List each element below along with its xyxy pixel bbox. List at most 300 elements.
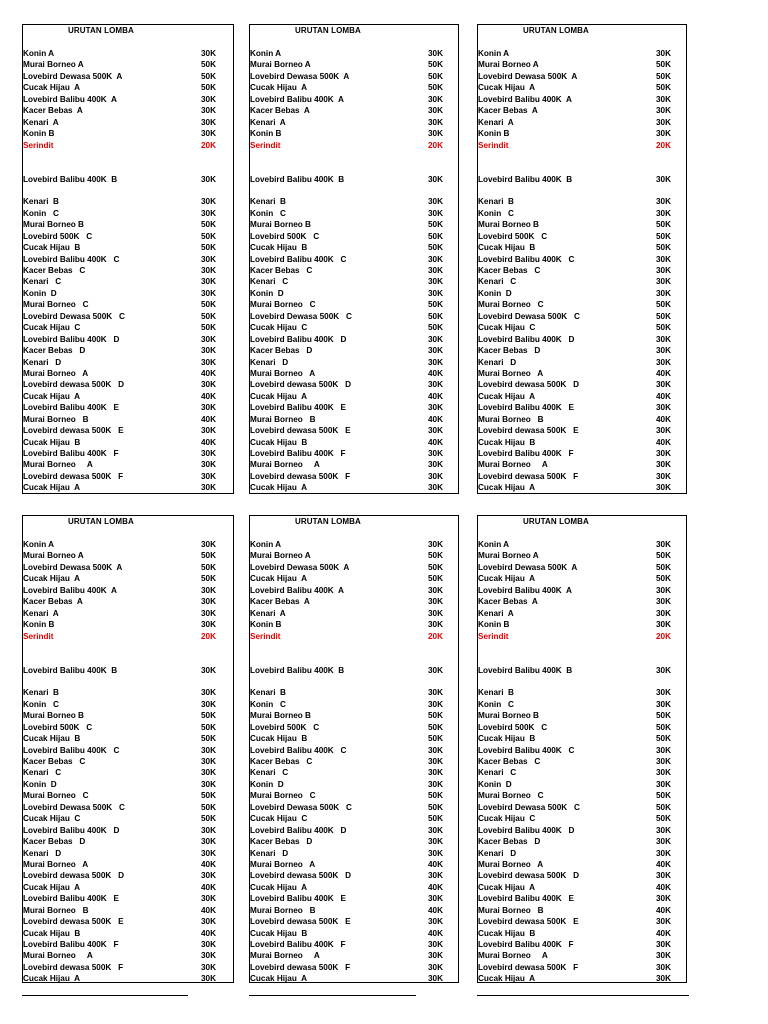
item-name: Kacer Bebas D bbox=[250, 346, 313, 356]
list-item bbox=[478, 665, 686, 676]
item-price: 30K bbox=[428, 597, 444, 607]
item-name: Kenari B bbox=[478, 197, 514, 207]
list-item bbox=[250, 231, 458, 242]
item-price: 30K bbox=[656, 540, 672, 549]
item-price: 30K bbox=[656, 585, 672, 595]
list-item bbox=[250, 48, 458, 59]
cut-line bbox=[477, 995, 689, 996]
item-name: Lovebird Dewasa 500K A bbox=[478, 562, 578, 572]
item-name: Cucak Hijau C bbox=[478, 814, 536, 824]
list-item bbox=[478, 733, 686, 744]
list-item bbox=[23, 231, 233, 242]
item-price: 50K bbox=[201, 300, 217, 310]
item-price: 30K bbox=[656, 106, 672, 116]
item-price: 40K bbox=[201, 905, 217, 915]
item-price: 40K bbox=[656, 414, 672, 424]
list-item bbox=[478, 391, 686, 402]
list-item bbox=[478, 242, 686, 253]
card-title: URUTAN LOMBA bbox=[523, 517, 589, 526]
list-item bbox=[23, 733, 233, 744]
list-item bbox=[478, 836, 686, 847]
item-name: Kacer Bebas D bbox=[23, 346, 86, 356]
item-price: 30K bbox=[201, 380, 217, 390]
list-item bbox=[23, 836, 233, 847]
list-item bbox=[478, 379, 686, 390]
item-name: Lovebird dewasa 500K F bbox=[478, 471, 579, 481]
item-name: Murai Borneo C bbox=[250, 300, 316, 310]
item-name: Konin B bbox=[250, 129, 282, 139]
item-price: 30K bbox=[656, 49, 672, 58]
list-item bbox=[250, 836, 458, 847]
item-name: Lovebird Balibu 400K D bbox=[478, 825, 575, 835]
list-item bbox=[478, 128, 686, 139]
item-price: 30K bbox=[656, 940, 672, 949]
list-item bbox=[23, 219, 233, 230]
item-name: Kenari A bbox=[250, 117, 286, 127]
item-name: Lovebird dewasa 500K D bbox=[23, 871, 125, 881]
item-price: 40K bbox=[656, 391, 672, 401]
item-price: 30K bbox=[201, 426, 217, 436]
item-price: 50K bbox=[201, 562, 217, 572]
item-price: 30K bbox=[201, 449, 217, 458]
item-name: Murai Borneo A bbox=[250, 460, 320, 470]
list-item bbox=[478, 105, 686, 116]
item-price: 30K bbox=[656, 266, 672, 275]
item-price: 30K bbox=[201, 288, 217, 298]
list-item bbox=[250, 379, 458, 390]
item-name: Kacer Bebas D bbox=[23, 837, 86, 847]
item-name: Murai Borneo A bbox=[250, 951, 320, 961]
list-item bbox=[23, 905, 233, 916]
list-item bbox=[23, 82, 233, 93]
item-price: 40K bbox=[428, 414, 444, 424]
item-price: 40K bbox=[201, 437, 217, 447]
item-price: 30K bbox=[428, 848, 444, 858]
item-name: Lovebird Balibu 400K A bbox=[478, 94, 572, 104]
item-name: Cucak Hijau B bbox=[23, 437, 81, 447]
item-price: 30K bbox=[428, 768, 444, 778]
list-item bbox=[478, 870, 686, 881]
item-name: Konin B bbox=[478, 129, 510, 139]
list-item bbox=[250, 962, 458, 973]
item-price: 30K bbox=[201, 540, 217, 549]
cut-line bbox=[249, 995, 416, 996]
list-item bbox=[250, 334, 458, 345]
item-price: 30K bbox=[201, 665, 217, 675]
item-price: 30K bbox=[201, 174, 217, 184]
item-name: Murai Borneo A bbox=[478, 368, 544, 378]
list-item bbox=[478, 608, 686, 619]
item-name: Cucak Hijau C bbox=[478, 323, 536, 333]
list-item bbox=[250, 756, 458, 767]
item-price: 30K bbox=[201, 620, 217, 630]
item-price: 50K bbox=[428, 551, 444, 561]
list-item bbox=[23, 779, 233, 790]
item-name: Lovebird 500K C bbox=[478, 231, 548, 241]
list-item bbox=[23, 471, 233, 482]
item-name: Lovebird Balibu 400K D bbox=[23, 825, 120, 835]
list-item bbox=[250, 893, 458, 904]
item-price: 40K bbox=[428, 882, 444, 892]
item-name: Murai Borneo B bbox=[250, 905, 316, 915]
list-item bbox=[250, 276, 458, 287]
item-price: 30K bbox=[428, 757, 444, 766]
list-item bbox=[250, 117, 458, 128]
list-item bbox=[23, 402, 233, 413]
item-name: Serindit bbox=[23, 631, 54, 641]
item-price: 40K bbox=[428, 437, 444, 447]
item-price: 50K bbox=[428, 231, 444, 241]
list-item bbox=[23, 767, 233, 778]
item-price: 50K bbox=[428, 220, 444, 230]
item-price: 30K bbox=[201, 951, 217, 961]
item-price: 30K bbox=[201, 757, 217, 766]
item-name: Lovebird Dewasa 500K A bbox=[23, 562, 123, 572]
item-name: Lovebird Balibu 400K B bbox=[23, 174, 118, 184]
item-name: Kacer Bebas C bbox=[250, 266, 313, 275]
list-item bbox=[23, 790, 233, 801]
item-name: Lovebird dewasa 500K D bbox=[478, 380, 580, 390]
item-price: 50K bbox=[656, 734, 672, 744]
item-name: Cucak Hijau A bbox=[23, 83, 81, 93]
item-price: 30K bbox=[201, 940, 217, 949]
item-price: 30K bbox=[428, 208, 444, 218]
item-name: Lovebird Balibu 400K B bbox=[478, 174, 573, 184]
item-name: Lovebird Dewasa 500K C bbox=[23, 311, 125, 321]
item-price: 30K bbox=[656, 471, 672, 481]
item-price: 50K bbox=[428, 802, 444, 812]
item-name: Lovebird Balibu 400K A bbox=[23, 585, 117, 595]
item-name: Cucak Hijau A bbox=[250, 974, 308, 984]
item-price: 40K bbox=[201, 391, 217, 401]
item-price: 30K bbox=[428, 357, 444, 367]
item-price: 30K bbox=[201, 106, 217, 116]
list-item bbox=[23, 242, 233, 253]
item-price: 40K bbox=[428, 928, 444, 938]
list-item bbox=[250, 699, 458, 710]
item-name: Konin D bbox=[478, 779, 512, 789]
list-item bbox=[23, 311, 233, 322]
item-price: 30K bbox=[428, 608, 444, 618]
race-order-card bbox=[249, 515, 459, 983]
list-item bbox=[478, 722, 686, 733]
race-order-card bbox=[477, 24, 687, 494]
item-name: Cucak Hijau B bbox=[250, 734, 308, 744]
item-name: Murai Borneo A bbox=[478, 60, 539, 70]
item-name: Cucak Hijau A bbox=[250, 574, 308, 584]
item-price: 30K bbox=[201, 49, 217, 58]
item-name: Serindit bbox=[23, 140, 54, 150]
list-item bbox=[23, 437, 233, 448]
item-name: Kacer Bebas D bbox=[478, 837, 541, 847]
item-price: 30K bbox=[656, 962, 672, 972]
list-item bbox=[23, 848, 233, 859]
item-name: Lovebird Balibu 400K E bbox=[23, 894, 119, 904]
item-name: Cucak Hijau B bbox=[23, 734, 81, 744]
list-item bbox=[23, 950, 233, 961]
list-item bbox=[23, 631, 233, 642]
item-name: Kacer Bebas A bbox=[250, 597, 310, 607]
item-name: Kenari A bbox=[478, 117, 514, 127]
item-price: 30K bbox=[428, 585, 444, 595]
item-name: Cucak Hijau A bbox=[23, 391, 81, 401]
item-price: 30K bbox=[428, 288, 444, 298]
item-name: Kacer Bebas A bbox=[478, 597, 538, 607]
item-name: Cucak Hijau B bbox=[478, 437, 536, 447]
item-price: 30K bbox=[201, 403, 217, 413]
item-price: 50K bbox=[428, 300, 444, 310]
item-price: 30K bbox=[201, 471, 217, 481]
item-name: Lovebird Balibu 400K A bbox=[250, 585, 344, 595]
item-price: 30K bbox=[656, 346, 672, 356]
list-item bbox=[478, 585, 686, 596]
item-name: Lovebird 500K C bbox=[250, 231, 320, 241]
item-price: 50K bbox=[201, 231, 217, 241]
list-item bbox=[250, 813, 458, 824]
item-name: Lovebird Dewasa 500K C bbox=[250, 311, 352, 321]
item-name: Kenari B bbox=[23, 688, 59, 698]
item-name: Konin D bbox=[478, 288, 512, 298]
item-price: 30K bbox=[428, 620, 444, 630]
item-price: 20K bbox=[656, 140, 672, 150]
list-item bbox=[250, 71, 458, 82]
list-item bbox=[23, 596, 233, 607]
item-price: 50K bbox=[656, 814, 672, 824]
item-name: Cucak Hijau B bbox=[23, 928, 81, 938]
item-price: 50K bbox=[201, 574, 217, 584]
list-item bbox=[23, 425, 233, 436]
list-item bbox=[478, 790, 686, 801]
item-price: 30K bbox=[201, 825, 217, 835]
item-name: Konin A bbox=[23, 540, 55, 549]
item-price: 50K bbox=[428, 734, 444, 744]
item-name: Cucak Hijau B bbox=[478, 243, 536, 253]
item-name: Lovebird Balibu 400K A bbox=[23, 94, 117, 104]
item-name: Cucak Hijau A bbox=[478, 574, 536, 584]
list-item bbox=[23, 928, 233, 939]
item-name: Cucak Hijau B bbox=[478, 734, 536, 744]
list-item bbox=[250, 939, 458, 950]
item-price: 30K bbox=[656, 254, 672, 264]
item-price: 40K bbox=[656, 437, 672, 447]
item-name: Murai Borneo B bbox=[23, 711, 84, 721]
item-name: Cucak Hijau B bbox=[23, 243, 81, 253]
list-item bbox=[478, 962, 686, 973]
list-item bbox=[478, 687, 686, 698]
item-price: 30K bbox=[656, 837, 672, 847]
item-price: 30K bbox=[656, 449, 672, 458]
list-item bbox=[250, 105, 458, 116]
item-price: 50K bbox=[201, 711, 217, 721]
list-item bbox=[250, 425, 458, 436]
item-name: Lovebird Balibu 400K F bbox=[250, 940, 346, 949]
race-order-card bbox=[477, 515, 687, 983]
item-price: 50K bbox=[656, 551, 672, 561]
item-name: Lovebird Balibu 400K A bbox=[478, 585, 572, 595]
list-item bbox=[23, 619, 233, 630]
item-price: 30K bbox=[201, 779, 217, 789]
list-item bbox=[23, 288, 233, 299]
item-name: Lovebird dewasa 500K D bbox=[478, 871, 580, 881]
item-price: 30K bbox=[201, 848, 217, 858]
list-item bbox=[250, 368, 458, 379]
list-item bbox=[250, 585, 458, 596]
item-name: Lovebird dewasa 500K F bbox=[250, 962, 351, 972]
item-price: 30K bbox=[656, 483, 672, 493]
list-item bbox=[478, 414, 686, 425]
list-item bbox=[478, 802, 686, 813]
item-name: Konin D bbox=[250, 288, 284, 298]
list-item bbox=[250, 322, 458, 333]
item-price: 40K bbox=[428, 859, 444, 869]
item-price: 30K bbox=[428, 825, 444, 835]
item-price: 30K bbox=[428, 665, 444, 675]
list-item bbox=[23, 459, 233, 470]
item-name: Cucak Hijau A bbox=[478, 882, 536, 892]
list-item bbox=[23, 802, 233, 813]
item-name: Kacer Bebas C bbox=[23, 757, 86, 766]
list-item bbox=[250, 265, 458, 276]
item-name: Konin D bbox=[23, 779, 57, 789]
item-price: 30K bbox=[428, 745, 444, 755]
item-name: Murai Borneo A bbox=[23, 551, 84, 561]
item-name: Murai Borneo B bbox=[23, 414, 89, 424]
list-item bbox=[250, 767, 458, 778]
item-price: 30K bbox=[201, 357, 217, 367]
item-name: Kacer Bebas C bbox=[23, 266, 86, 275]
list-item bbox=[250, 357, 458, 368]
list-item bbox=[478, 231, 686, 242]
item-price: 50K bbox=[201, 722, 217, 732]
list-item bbox=[23, 939, 233, 950]
item-price: 30K bbox=[201, 699, 217, 709]
list-item bbox=[478, 459, 686, 470]
item-name: Kenari B bbox=[250, 688, 286, 698]
list-item bbox=[23, 893, 233, 904]
list-item bbox=[23, 117, 233, 128]
item-price: 40K bbox=[428, 391, 444, 401]
item-price: 30K bbox=[428, 871, 444, 881]
item-price: 30K bbox=[656, 608, 672, 618]
item-price: 50K bbox=[428, 71, 444, 81]
item-price: 30K bbox=[656, 288, 672, 298]
item-price: 30K bbox=[428, 266, 444, 275]
list-item bbox=[23, 94, 233, 105]
item-name: Cucak Hijau A bbox=[23, 574, 81, 584]
list-item bbox=[250, 402, 458, 413]
item-name: Kacer Bebas C bbox=[250, 757, 313, 766]
item-name: Cucak Hijau A bbox=[478, 974, 536, 984]
item-name: Cucak Hijau B bbox=[250, 437, 308, 447]
item-name: Lovebird Dewasa 500K A bbox=[478, 71, 578, 81]
item-price: 30K bbox=[201, 974, 217, 984]
item-price: 30K bbox=[428, 688, 444, 698]
item-name: Cucak Hijau A bbox=[478, 83, 536, 93]
list-item bbox=[478, 196, 686, 207]
item-price: 50K bbox=[428, 791, 444, 801]
list-item bbox=[250, 414, 458, 425]
item-name: Lovebird Balibu 400K B bbox=[478, 665, 573, 675]
item-price: 30K bbox=[201, 334, 217, 344]
item-name: Kacer Bebas A bbox=[23, 597, 83, 607]
race-order-card bbox=[22, 515, 234, 983]
item-price: 30K bbox=[201, 962, 217, 972]
list-item bbox=[478, 117, 686, 128]
item-name: Serindit bbox=[250, 140, 281, 150]
list-item bbox=[250, 471, 458, 482]
item-price: 30K bbox=[656, 197, 672, 207]
item-name: Kacer Bebas D bbox=[478, 346, 541, 356]
item-price: 50K bbox=[656, 71, 672, 81]
item-price: 30K bbox=[656, 871, 672, 881]
item-name: Murai Borneo B bbox=[478, 711, 539, 721]
item-name: Murai Borneo B bbox=[250, 711, 311, 721]
list-item bbox=[250, 550, 458, 561]
item-price: 50K bbox=[656, 711, 672, 721]
item-price: 30K bbox=[428, 837, 444, 847]
list-item bbox=[250, 859, 458, 870]
list-item bbox=[478, 71, 686, 82]
item-price: 30K bbox=[656, 426, 672, 436]
item-price: 30K bbox=[428, 699, 444, 709]
list-item bbox=[478, 402, 686, 413]
item-name: Lovebird 500K C bbox=[23, 231, 93, 241]
item-name: Kenari C bbox=[23, 768, 62, 778]
list-item bbox=[250, 596, 458, 607]
list-item bbox=[23, 722, 233, 733]
item-price: 20K bbox=[428, 140, 444, 150]
list-item bbox=[23, 254, 233, 265]
list-item bbox=[250, 219, 458, 230]
item-name: Lovebird Balibu 400K F bbox=[478, 940, 574, 949]
item-name: Lovebird Balibu 400K B bbox=[23, 665, 118, 675]
item-name: Lovebird dewasa 500K F bbox=[250, 471, 351, 481]
item-name: Lovebird Balibu 400K E bbox=[250, 403, 346, 413]
item-name: Murai Borneo A bbox=[250, 368, 316, 378]
item-price: 50K bbox=[656, 311, 672, 321]
item-name: Cucak Hijau A bbox=[250, 83, 308, 93]
item-name: Cucak Hijau A bbox=[250, 391, 308, 401]
item-name: Konin C bbox=[23, 699, 59, 709]
item-name: Murai Borneo B bbox=[23, 220, 84, 230]
list-item bbox=[23, 59, 233, 70]
list-item bbox=[250, 870, 458, 881]
item-price: 50K bbox=[428, 722, 444, 732]
item-price: 40K bbox=[201, 882, 217, 892]
item-name: Cucak Hijau C bbox=[23, 323, 81, 333]
item-price: 40K bbox=[656, 859, 672, 869]
item-name: Cucak Hijau C bbox=[250, 814, 308, 824]
item-name: Cucak Hijau A bbox=[478, 483, 536, 493]
item-name: Lovebird 500K C bbox=[250, 722, 320, 732]
item-price: 20K bbox=[201, 140, 217, 150]
item-name: Lovebird Balibu 400K E bbox=[23, 403, 119, 413]
list-item bbox=[23, 699, 233, 710]
item-name: Lovebird Balibu 400K F bbox=[478, 449, 574, 458]
list-item bbox=[23, 813, 233, 824]
item-price: 50K bbox=[201, 323, 217, 333]
list-item bbox=[23, 825, 233, 836]
list-item bbox=[478, 882, 686, 893]
list-item bbox=[478, 311, 686, 322]
item-price: 50K bbox=[656, 231, 672, 241]
item-name: Cucak Hijau B bbox=[250, 243, 308, 253]
item-name: Konin B bbox=[23, 129, 55, 139]
item-name: Lovebird Balibu 400K B bbox=[250, 174, 345, 184]
list-item bbox=[23, 105, 233, 116]
item-name: Lovebird Dewasa 500K C bbox=[250, 802, 352, 812]
list-item bbox=[250, 619, 458, 630]
